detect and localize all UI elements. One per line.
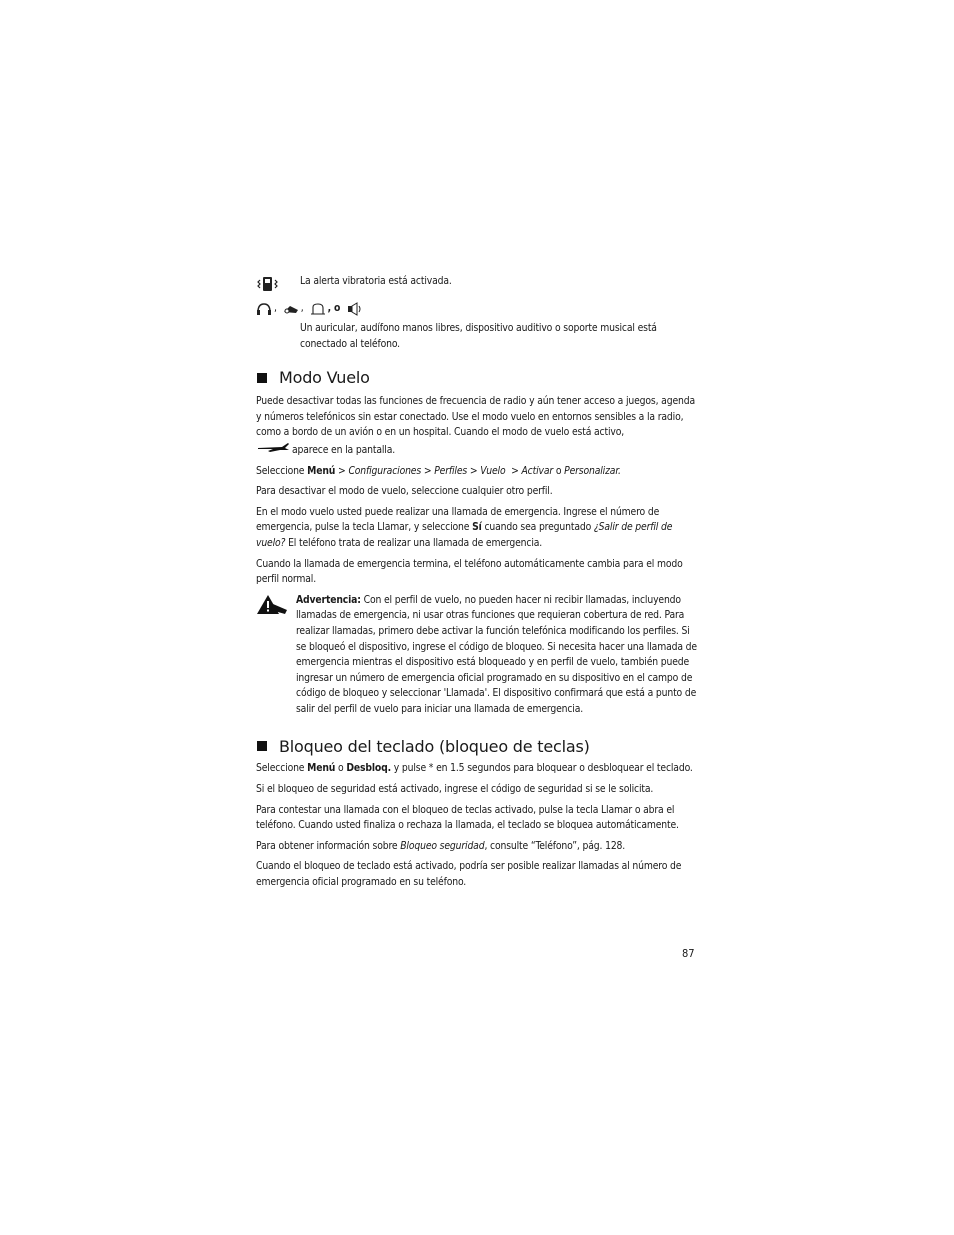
paragraph: Para contestar una llamada con el bloqueo de teclas activado, pulse la tecla Llamar o abra el teléfono. Cuando usted finaliza o rechaza la llamada, el teclado se bloquea automáticamente. — [256, 803, 679, 832]
handsfree-icon — [283, 303, 299, 315]
section-title: Modo Vuelo — [279, 368, 370, 388]
vibrate-row — [256, 272, 698, 292]
text: > — [335, 464, 349, 477]
warning-label: Advertencia: — [296, 593, 361, 606]
accessory-text: Un auricular, audífono manos libres, dispositivo auditivo o soporte musical está conectado al teléfono. — [300, 322, 657, 350]
headset-icon — [256, 302, 272, 316]
menu-path: Vuelo — [480, 464, 506, 477]
vibrate-text: La alerta vibratoria está activada. — [300, 275, 452, 287]
cross-reference: Bloqueo seguridad — [400, 839, 485, 852]
text: Con el perfil de vuelo, no pueden hacer ni recibir llamadas, incluyendo llamadas de emergencia, ni usar otras funciones que requieran cobertura de red. Para realizar llamadas, primero debe activar la función telefónica modificando los perfiles. Si se bloqueó el dispositivo, ingrese el código de bloqueo. Si necesita hacer una llamada de emergencia mientras el dispositivo está bloqueado y en perfil de vuelo, también puede ingresar un número de emergencia oficial programado en su dispositivo en el campo de código de bloqueo y seleccionar 'Llamada'. El dispositivo confirmará que está a punto de salir del perfil de vuelo para iniciar una llamada de emergencia. — [296, 593, 697, 715]
warning-text — [296, 593, 698, 718]
paragraph: Cuando la llamada de emergencia termina, el teléfono automáticamente cambia para el modo perfil normal. — [256, 557, 683, 586]
text: o — [553, 464, 565, 477]
paragraph: Para desactivar el modo de vuelo, seleccione cualquier otro perfil. — [256, 485, 553, 498]
section-heading-modo-vuelo — [256, 366, 698, 390]
airplane-icon — [256, 441, 290, 459]
menu-path: Configuraciones — [348, 464, 422, 477]
section-heading-bloqueo-teclado — [256, 734, 698, 758]
separator: , o — [327, 302, 341, 315]
accessory-icons-row — [256, 298, 698, 320]
loopset-icon — [310, 302, 326, 316]
bullet-square — [257, 373, 267, 383]
music-stand-icon — [346, 302, 362, 316]
option-label: Sí — [472, 521, 482, 534]
paragraph — [256, 761, 698, 777]
paragraph — [256, 394, 698, 458]
menu-path: Activar — [521, 464, 554, 477]
paragraph: Cuando el bloqueo de teclado está activado, podría ser posible realizar llamadas al número de emergencia oficial programado en su teléfono. — [256, 860, 682, 889]
manual-page — [256, 270, 698, 896]
paragraph: Si el bloqueo de seguridad está activado, ingrese el código de seguridad si se le solicita. — [256, 783, 654, 796]
paragraph — [256, 505, 698, 552]
paragraph — [256, 464, 698, 480]
softkey-label: Desbloq. — [346, 762, 391, 775]
text: Puede desactivar todas las funciones de frecuencia de radio y aún tener acceso a juegos, agenda y números telefónicos sin estar conectado. Use el modo vuelo en entornos sensibles a la radio, como a bordo de un avión o en un hospital. Cuando el modo de vuelo está activo, — [256, 395, 695, 439]
menu-path: Perfiles — [434, 464, 468, 477]
text: Seleccione — [256, 464, 308, 477]
text: > — [505, 464, 522, 477]
menu-label: Menú — [307, 762, 336, 775]
separator: , — [274, 302, 277, 315]
page-number: 87 — [682, 947, 695, 960]
separator: , — [300, 302, 304, 315]
text: cuando sea preguntado — [481, 521, 594, 534]
text: , consulte “Teléfono”, pág. 128. — [484, 839, 626, 852]
text: aparece en la pantalla. — [292, 443, 396, 456]
menu-path: Personalizar. — [564, 464, 621, 477]
text: Para obtener información sobre — [256, 839, 401, 852]
menu-label: Menú — [307, 464, 336, 477]
warning-icon — [256, 593, 296, 718]
bullet-square — [257, 741, 267, 751]
prompt-text: ¿Salir de perfil de vuelo? — [256, 521, 673, 549]
paragraph — [256, 839, 698, 855]
text: > — [467, 464, 481, 477]
section-title: Bloqueo del teclado (bloqueo de teclas) — [279, 736, 590, 756]
text: Seleccione — [256, 762, 308, 775]
text: o — [335, 762, 347, 775]
text: > — [421, 464, 435, 477]
text: y pulse * en 1.5 segundos para bloquear o desbloquear el teclado. — [391, 762, 693, 775]
text: El teléfono trata de realizar una llamada de emergencia. — [285, 536, 543, 549]
warning-block — [256, 593, 698, 718]
text: En el modo vuelo usted puede realizar una llamada de emergencia. Ingrese el número de emergencia, pulse la tecla Llamar, y seleccione — [256, 505, 660, 534]
